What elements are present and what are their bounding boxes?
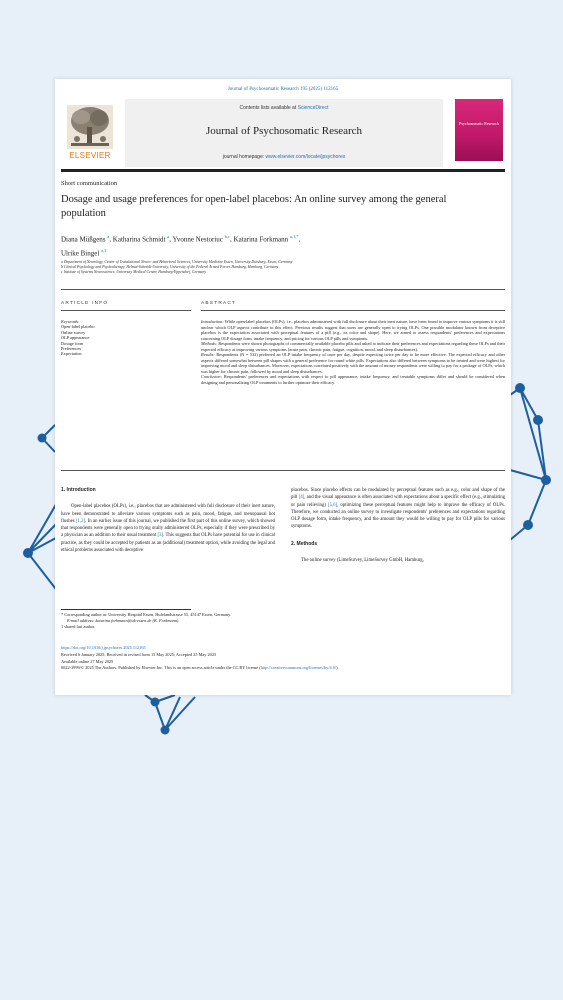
license-text: 0022-3999/© 2025 The Authors. Published by Elsevier Inc. This is an open access article under the CC BY license ( <box>61 665 261 671</box>
abstract-section: While open-label placebos (OLPs), i.e., placebos administered with full disclosure about their inert nature, have been found to improve various symptoms it is still unclear which OLP aspects contribute to this effect. Previous results suggest that users are generally open to trying OLPs. One possible modulator known from deceptive placebos is the expectation associated with perceptual features of a pill (e.g., its color and shape). Here, we aimed to assess respondents' preferences and expectations concerning OLP dosage form, intake frequency, and pricing for various OLP pills and symptoms. <box>201 319 505 341</box>
journal-cover-thumbnail[interactable] <box>455 99 503 161</box>
journal-masthead <box>61 99 505 167</box>
keyword: Open-label placebo <box>61 324 95 330</box>
homepage-line <box>125 154 443 160</box>
divider <box>201 310 505 311</box>
abstract-section: Respondents' preferences and expectations with respect to pill appearance, intake frequency, and treatable symptoms differ and should be considered when designing and personalizing OLP treatments to further optimize their efficacy. <box>201 374 505 385</box>
keywords-block <box>61 319 191 357</box>
author-sup[interactable]: a,1 <box>101 248 107 254</box>
keyword: Online survey <box>61 329 86 335</box>
abstract-label: Introduction: <box>201 319 224 324</box>
abstract-label: Methods: <box>201 341 218 346</box>
keyword: Dosage form <box>61 340 84 346</box>
affiliation: b Clinical Psychology and Psychotherapy, Helmut-Schmidt-University, University of the Federal Armed Forces Hamburg, Hamburg, Germany <box>61 265 279 270</box>
contents-line <box>125 105 443 111</box>
divider <box>61 310 191 311</box>
abstract-section: Respondents were shown photographs of commercially available placebo pills and asked to indicate their preferences and expectations regarding these OLPs and their expected efficacy at improving various symptoms (acute pain, chronic pain, fatigue, cognition, mood, and sleep disturbances). <box>201 341 506 352</box>
publication-info <box>61 645 505 672</box>
author-name[interactable]: Ulrike Bingel <box>61 249 100 258</box>
text-run: . This suggests that OLPs have potential for use in clinical practice, as they could be accepted by patients as an (additional) treatment option, while avoiding the legal and ethical problems associated with deceptive <box>61 533 276 554</box>
elsevier-logo[interactable] <box>61 105 119 165</box>
elsevier-tree-icon <box>67 105 113 149</box>
author-name[interactable]: Diana Müßgens <box>61 235 106 244</box>
license-end: ). <box>336 665 339 671</box>
keywords-label: Keywords: <box>61 319 80 324</box>
author-sup[interactable]: b,c <box>224 234 231 239</box>
contents-prefix: Contents lists available at <box>239 105 297 111</box>
author-sup[interactable]: a,1,* <box>289 234 299 239</box>
article-info-heading: ARTICLE INFO <box>61 301 109 306</box>
abstract-label: Conclusion: <box>201 374 223 379</box>
footnote-email[interactable]: E-mail address: katarina.forkmann@uk-essen.de (K. Forkmann). <box>67 618 180 623</box>
abstract-section: Respondents (N = 532) preferred an OLP intake frequency of once per day, despite expecting twice per day to be more effective. The expected efficacy and other aspects differed somewhat between pill shapes with a general preference for round white pills. Expectations also differed between symptoms to be treated and were highest for improving mood and sleep disturbances. Moreover, expectations correlated positively with the amount of money respondents were willing to pay for a package of OLPs, which was higher for chronic pain, followed by mood and sleep disturbances. <box>201 352 506 374</box>
keyword: Preferences <box>61 346 82 352</box>
footnotes <box>61 612 501 630</box>
masthead-center <box>125 99 443 167</box>
author-name[interactable]: Yvonne Nestoriuc <box>172 235 223 244</box>
article-type: Short communication <box>61 180 118 187</box>
methods-paragraph: The online survey (LimeSurvey, LimeSurvey GmbH, Hamburg, <box>301 558 424 564</box>
license-line <box>61 665 505 672</box>
abstract-heading: ABSTRACT <box>201 301 237 306</box>
author-name[interactable]: Katharina Schmidt <box>112 235 166 244</box>
affiliation: c Institute of Systems Neuroscience, University Medical Center, Hamburg-Eppendorf, Germany <box>61 270 207 275</box>
received-dates: Received 6 January 2025; Received in revised form 15 May 2025; Accepted 25 May 2025 <box>61 651 217 657</box>
reference-link[interactable]: [5,6] <box>327 502 338 508</box>
author-name[interactable]: Katarina Forkmann <box>233 235 289 244</box>
sciencedirect-link[interactable]: ScienceDirect <box>297 105 329 111</box>
author-sup[interactable]: a <box>167 234 170 239</box>
affiliations <box>61 260 501 276</box>
body-column-left <box>61 487 275 554</box>
author-list: Diana Müßgens $^a$, Katharina Schmidt $^a$, Yvonne Nestoriuc $^{b,c}$, Katarina Forkmann $^{a,1,*}$, Ulrike Bingel $^{a,1}$ <box>61 234 301 258</box>
masthead-rule <box>61 169 505 172</box>
abstract-text <box>201 319 505 385</box>
intro-paragraph-continued <box>291 487 505 531</box>
article-title: Dosage and usage preferences for open-label placebos: An online survey among the general population <box>61 194 447 219</box>
author-sup[interactable]: a <box>107 234 110 239</box>
homepage-prefix: journal homepage: <box>222 154 265 160</box>
reference-link[interactable]: [1,2] <box>75 518 86 524</box>
footnote: 1 shared last author. <box>61 624 96 629</box>
journal-citation[interactable]: Journal of Psychosomatic Research 195 (2025) 112165 <box>227 87 339 92</box>
elsevier-wordmark: ELSEVIER <box>69 151 111 160</box>
reference-link[interactable]: [4] <box>298 495 305 501</box>
cover-title: Psychosomatic Research <box>459 121 499 126</box>
intro-paragraph <box>61 503 275 554</box>
keyword: OLP appearance <box>61 335 90 341</box>
text-run: , and the visual appearance is often associated with expectations about a specific effect (e.g., stimulating or pain relieving) <box>291 495 505 508</box>
divider <box>61 289 505 290</box>
abstract-label: Results: <box>201 352 215 357</box>
divider <box>61 470 505 471</box>
footnote: * Corresponding author at: University Hospital Essen, Hufelandstrasse 55, 45147 Essen, Germany. <box>61 612 232 617</box>
text-run: , optimizing these perceptual features might help to improve the efficacy of OLPs. Therefore, we conducted an online survey to investigate respondents' preferences and expectations regarding OLP dosage form, intake frequency, and the amount they would be willing to pay for OLP pills for various symptoms. <box>291 502 505 530</box>
reference-link[interactable]: [3] <box>157 533 164 539</box>
available-online: Available online 27 May 2025 <box>61 658 114 664</box>
keyword: Expectation <box>61 351 82 357</box>
text-run: . In an earlier issue of this journal, we published the first part of this online survey, which showed that respondents were generally open to trying orally administered OLPs, especially if they were prescribed by a physician as an addition to their usual treatment <box>61 518 275 539</box>
footnote-rule <box>61 609 191 610</box>
section-heading: 1. Introduction <box>61 487 96 493</box>
homepage-link[interactable]: www.elsevier.com/locate/jpsychores <box>265 154 346 160</box>
text-run: Open-label placebos (OLPs), i.e., placebos that are administered with full disclosure of their inert nature, have been demonstrated to alleviate various symptoms such as pain, mood, fatigue, and menopausal hot flushes <box>61 504 275 524</box>
affiliation: a Department of Neurology, Center of Translational Neuro- and Behavioral Sciences, University Medicine Essen, University Duisburg, Essen, Germany <box>61 260 293 264</box>
license-link[interactable]: http://creativecommons.org/licenses/by/4.0/ <box>260 665 337 671</box>
body-column-right <box>291 487 505 564</box>
journal-title: Journal of Psychosomatic Research <box>205 125 363 137</box>
paper-page <box>55 79 511 695</box>
text-run: placebos. Since placebo effects can be modulated by perceptual features such as e.g., color and shape of the pill <box>291 488 505 501</box>
doi-link[interactable]: https://doi.org/10.1016/j.jpsychores.2025.112165 <box>61 645 146 650</box>
section-heading: 2. Methods <box>291 540 318 547</box>
